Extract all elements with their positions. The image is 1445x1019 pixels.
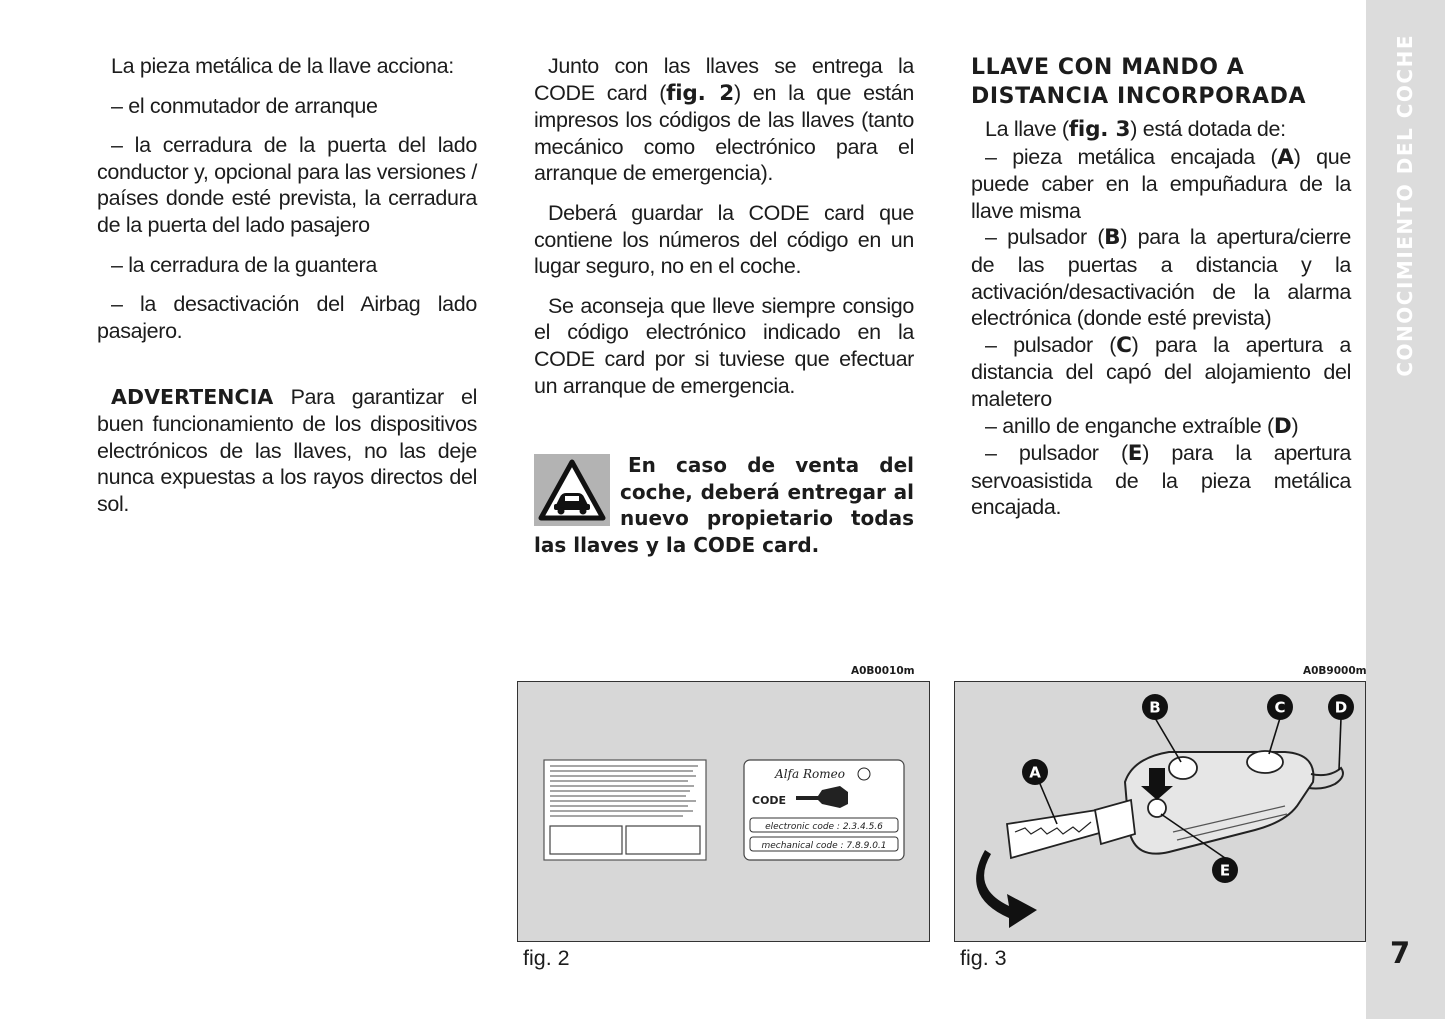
paragraph-code-card [534,53,914,187]
electronic-code-text: electronic code : 2.3.4.5.6 [765,822,883,832]
fig3-label-b: B [1149,698,1161,717]
warning-text: Para garantizar el buen funcionamiento de los dispositivos electrónicos de las llaves, no las deje nunca expuestas a los rayos directos del sol. [97,385,478,516]
heading-line-2: DISTANCIA INCORPORADA [971,84,1307,109]
paragraph-carry-code: Se aconseja que lleve siempre consigo el código electrónico indicado en la CODE card por si tuviese que efectuar un arranque de emergencia. [534,293,914,398]
fig2-caption: fig. 2 [523,946,570,970]
text-fragment: ) para la apertura a distancia del capó del alojamiento del maletero [971,332,1351,411]
text-fragment: ) que puede caber en la empuñadura de la llave misma [971,144,1351,223]
item-letter: A [1277,144,1294,170]
list-item-ignition: – el conmutador de arranque [111,93,378,118]
paragraph-store-card: Deberá guardar la CODE card que contiene los números del código en un lugar seguro, no en el coche. [534,200,914,279]
text-fragment: – pulsador ( [985,225,1105,250]
text-fragment: Junto con las llaves se entrega la CODE card ( [534,54,914,105]
text-fragment: ) para la apertura/cierre de las puertas a distancia y la activación/desactivación de la alarma electrónica (donde esté prevista) [971,225,1351,331]
fig3-code: A0B9000m [1303,665,1367,677]
fig-reference: fig. 3 [1068,117,1131,142]
paragraph-intro [971,116,1351,144]
list-item-glovebox: – la cerradura de la guantera [111,252,377,277]
paragraph-key-actions: La pieza metálica de la llave acciona: [111,54,454,78]
fig3-label-a: A [1029,763,1041,782]
list-item-door-lock: – la cerradura de la puerta del lado conductor y, opcional para las versiones / países donde esté prevista, la cerradura de la puerta del lado pasajero [97,133,477,237]
column-left [97,53,477,517]
list-item-c [971,332,1351,413]
fig2-image [517,681,930,942]
text-fragment: ) para la apertura servoasistida de la pieza metálica encajada. [971,441,1351,520]
item-letter: D [1273,413,1292,439]
item-letter: E [1127,441,1143,467]
section-heading [971,53,1351,111]
warning-paragraph [97,384,477,517]
item-letter: C [1116,332,1132,358]
warning-triangle-icon [534,454,610,526]
warning-box-text: En caso de venta del coche, deberá entregar al nuevo propietario todas las llaves y la CODE card. [534,453,914,557]
page-number: 7 [1390,936,1411,970]
fig2-code: A0B0010m [851,665,915,677]
text-fragment: ) [1291,413,1299,438]
fig-reference: fig. 2 [666,80,735,106]
code-label: CODE [752,794,787,807]
text-fragment: ) en la que están impresos los códigos de las llaves (tanto mecánico como electrónico para el arranque de emergencia). [534,80,914,186]
warning-box-sale [534,452,914,558]
text-fragment: – anillo de enganche extraíble ( [985,413,1274,438]
text-fragment: ) está dotada de: [1130,117,1286,141]
chapter-title-text: CONOCIMIENTO DEL COCHE [1393,34,1417,377]
column-right [971,53,1351,521]
fig3-caption: fig. 3 [960,946,1007,970]
text-fragment: La llave ( [985,117,1069,141]
heading-line-1: LLAVE CON MANDO A [971,55,1245,80]
list-item-d [971,413,1351,441]
fig3-label-e: E [1219,861,1231,880]
fig3-label-c: C [1274,698,1286,717]
mechanical-code-text: mechanical code : 7.8.9.0.1 [761,841,887,851]
list-item-airbag: – la desactivación del Airbag lado pasajero. [97,292,477,343]
text-fragment: – pulsador ( [985,332,1117,357]
list-item-e [971,440,1351,521]
text-fragment: – pieza metálica encajada ( [985,144,1278,169]
item-letter: B [1104,225,1121,251]
list-item-b [971,224,1351,331]
alfa-romeo-logo-text: Alfa Romeo [775,767,845,781]
chapter-title [1367,34,1443,434]
list-item-a [971,144,1351,225]
column-middle [534,53,914,399]
text-fragment: – pulsador ( [985,441,1128,466]
fig3-image [954,681,1366,942]
warning-label: ADVERTENCIA [111,385,274,410]
fig3-label-d: D [1334,698,1348,717]
